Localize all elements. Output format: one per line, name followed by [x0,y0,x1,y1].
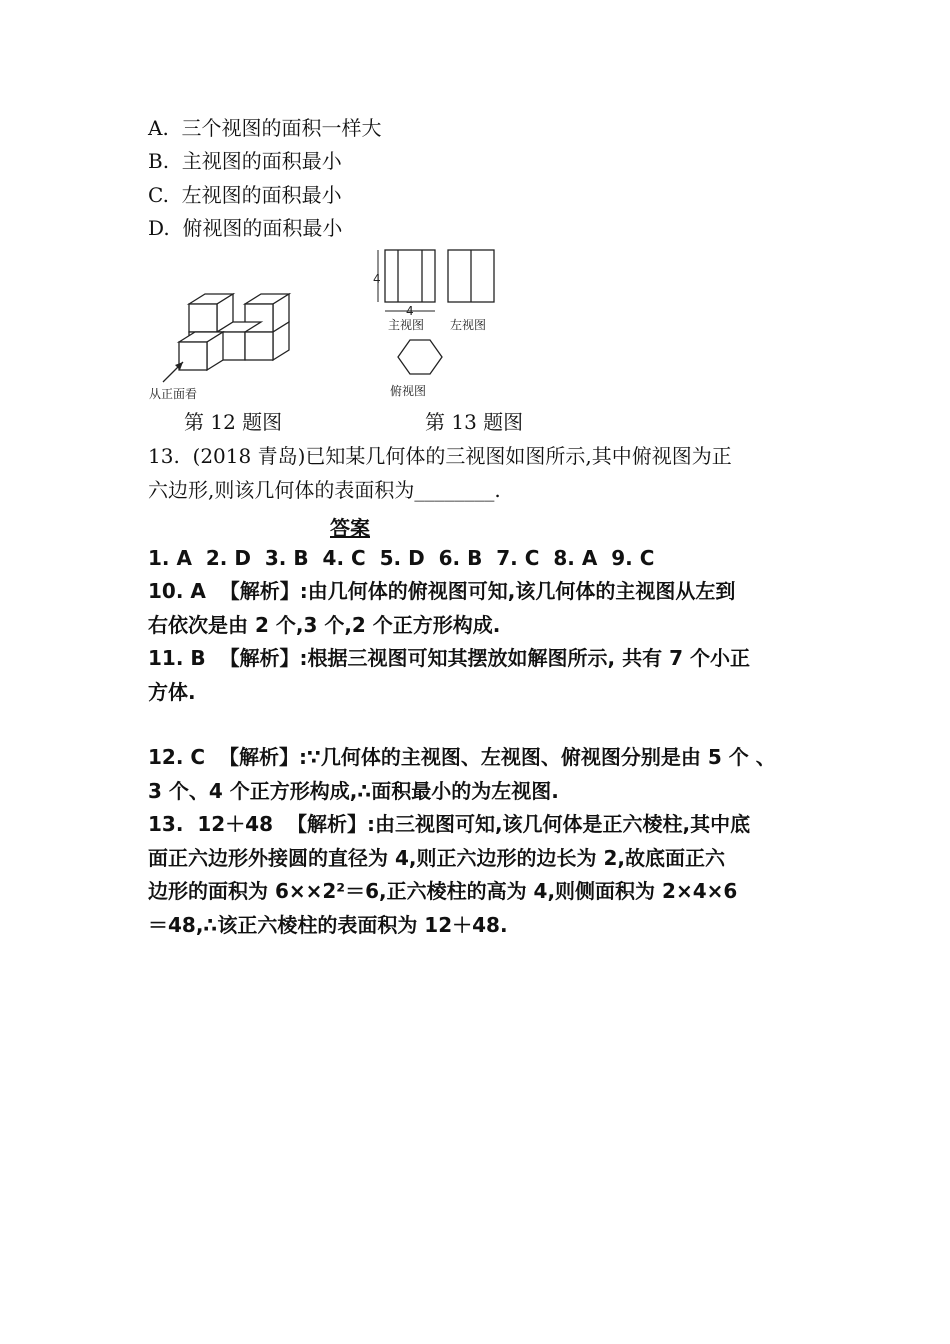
answer-line: 3 个、4 个正方形构成,∴面积最小的为左视图. [148,779,559,803]
answer-line: 方体. [148,680,196,704]
answers-title: 答案 [330,516,370,540]
fig13-top-label: 俯视图 [390,384,427,398]
q13-line-1: 13. (2018 青岛)已知某几何体的三视图如图所示,其中俯视图为正 [148,444,732,468]
option-d: D. 俯视图的面积最小 [148,216,343,240]
caption-fig-13: 第 13 题图 [425,410,524,434]
q13-line-2: 六边形,则该几何体的表面积为________. [148,478,501,502]
option-b: B. 主视图的面积最小 [148,149,342,173]
answer-line: 面正六边形外接圆的直径为 4,则正六边形的边长为 2,故底面正六 [148,846,725,870]
answer-line: 12. C 【解析】:∵几何体的主视图、左视图、俯视图分别是由 5 个 、 [148,745,776,769]
fig13-dim-width: 4 [406,304,414,318]
option-c: C. 左视图的面积最小 [148,183,342,207]
figure-13-views [368,245,508,405]
fig13-left-label: 左视图 [450,318,487,332]
answer-line: 10. A 【解析】:由几何体的俯视图可知,该几何体的主视图从左到 [148,579,736,603]
answer-line: 1. A 2. D 3. B 4. C 5. D 6. B 7. C 8. A 9. C [148,546,655,570]
answer-line: ＝48,∴该正六棱柱的表面积为 12＋48. [148,913,508,937]
answer-line: 边形的面积为 6××2²＝6,正六棱柱的高为 4,则侧面积为 2×4×6 [148,879,738,903]
fig13-dim-height: 4 [373,272,381,286]
answer-line: 11. B 【解析】:根据三视图可知其摆放如解图所示, 共有 7 个小正 [148,646,750,670]
answer-line: 右依次是由 2 个,3 个,2 个正方形构成. [148,613,501,637]
fig13-front-label: 主视图 [388,318,425,332]
fig12-view-label: 从正面看 [149,387,198,401]
caption-fig-12: 第 12 题图 [184,410,283,434]
figure-12-cubes [145,290,305,402]
answer-line: 13. 12＋48 【解析】:由三视图可知,该几何体是正六棱柱,其中底 [148,812,751,836]
option-a: A. 三个视图的面积一样大 [148,116,382,140]
